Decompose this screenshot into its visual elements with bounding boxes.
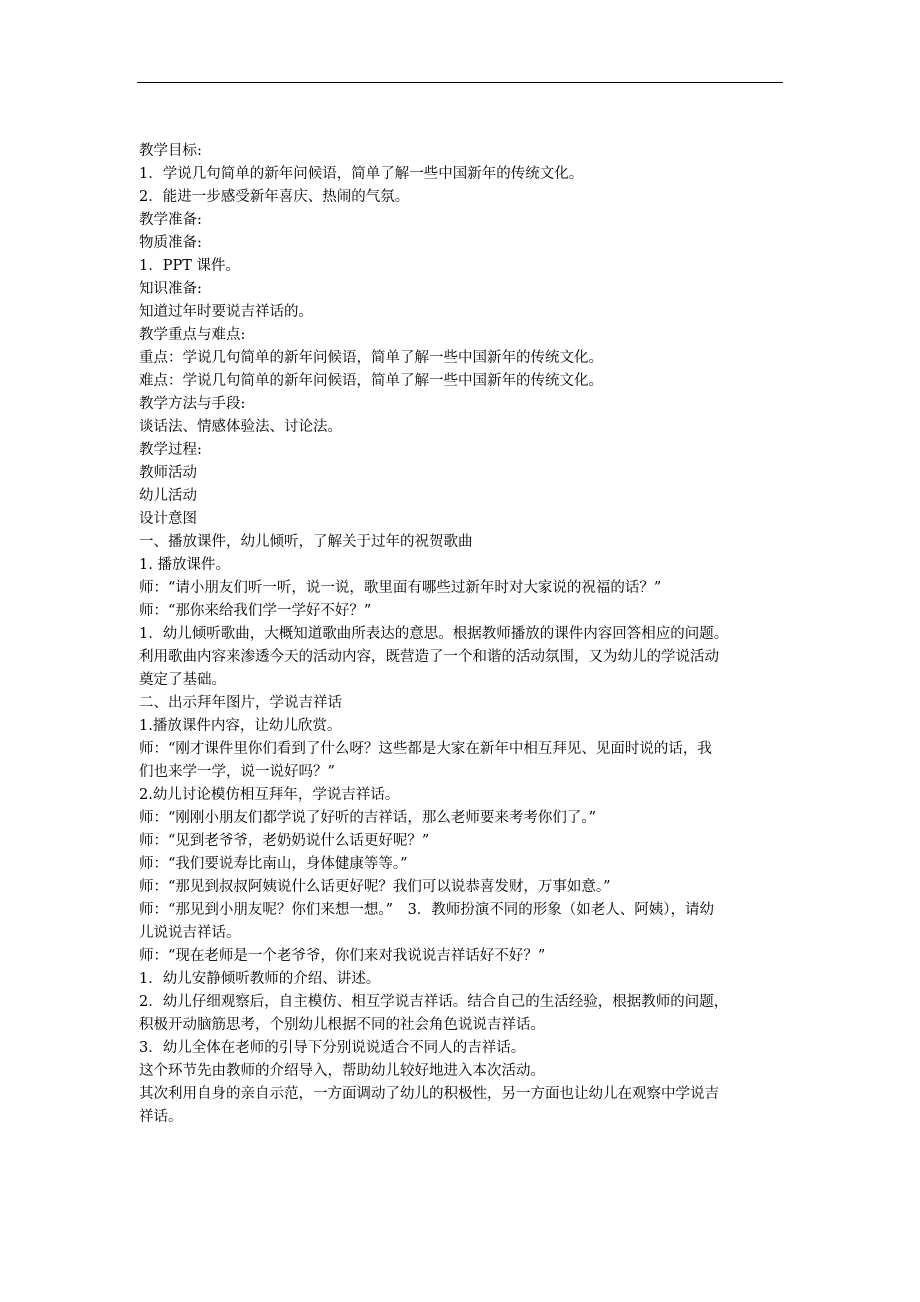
text-line: 1．幼儿倾听歌曲，大概知道歌曲所表达的意思。根据教师播放的课件内容回答相应的问题。 bbox=[139, 626, 729, 642]
text-line: 2.幼儿讨论模仿相互拜年，学说吉祥话。 bbox=[139, 787, 400, 803]
text-line: 师：“那见到叔叔阿姨说什么话更好呢？我们可以说恭喜发财，万事如意。” bbox=[139, 879, 611, 895]
header-rule bbox=[137, 82, 783, 83]
text-line: 师：“见到老爷爷，老奶奶说什么话更好呢？” bbox=[139, 833, 430, 849]
text-line: 谈话法、情感体验法、讨论法。 bbox=[139, 419, 342, 435]
text-line: 师：“那见到小朋友呢？你们来想一想。” 3．教师扮演不同的形象（如老人、阿姨），请幼 bbox=[139, 902, 715, 918]
text-line: 2．幼儿仔细观察后，自主模仿、相互学说吉祥话。结合自己的生活经验，根据教师的问题， bbox=[139, 994, 729, 1010]
text-line: 师：“刚刚小朋友们都学说了好听的吉祥话，那么老师要来考考你们了。” bbox=[139, 810, 597, 826]
text-line: 教学方法与手段: bbox=[139, 396, 246, 412]
text-line: 物质准备: bbox=[139, 235, 202, 251]
text-line: 教师活动 bbox=[139, 465, 197, 481]
text-line: 难点：学说几句简单的新年问候语，简单了解一些中国新年的传统文化。 bbox=[139, 373, 603, 389]
text-line: 教学过程: bbox=[139, 442, 202, 458]
text-line: 其次利用自身的亲自示范，一方面调动了幼儿的积极性，另一方面也让幼儿在观察中学说吉 bbox=[139, 1086, 719, 1102]
text-line: 师：“那你来给我们学一学好不好？” bbox=[139, 603, 372, 619]
text-line: 3．幼儿全体在老师的引导下分别说说适合不同人的吉祥话。 bbox=[139, 1040, 526, 1056]
text-line: 二、出示拜年图片，学说吉祥话 bbox=[139, 695, 342, 711]
text-line: 1．幼儿安静倾听教师的介绍、讲述。 bbox=[139, 971, 381, 987]
text-line: 这个环节先由教师的介绍导入，帮助幼儿较好地进入本次活动。 bbox=[139, 1063, 545, 1079]
text-line: 1．学说几句简单的新年问候语，简单了解一些中国新年的传统文化。 bbox=[139, 166, 584, 182]
text-line: 一、播放课件，幼儿倾听，了解关于过年的祝贺歌曲 bbox=[139, 534, 473, 550]
text-line: 奠定了基础。 bbox=[139, 672, 226, 688]
text-line: 积极开动脑筋思考，个别幼儿根据不同的社会角色说说吉祥话。 bbox=[139, 1017, 545, 1033]
text-line: 1．PPT 课件。 bbox=[139, 258, 241, 274]
text-line: 幼儿活动 bbox=[139, 488, 197, 504]
text-line: 儿说说吉祥话。 bbox=[139, 925, 241, 941]
text-line: 设计意图 bbox=[139, 511, 197, 527]
text-line: 1.播放课件内容，让幼儿欣赏。 bbox=[139, 718, 342, 734]
text-line: 教学准备: bbox=[139, 212, 202, 228]
text-line: 教学目标: bbox=[139, 143, 202, 159]
text-line: 们也来学一学，说一说好吗？” bbox=[139, 764, 335, 780]
text-line: 1. 播放课件。 bbox=[139, 557, 230, 573]
document-body bbox=[139, 140, 789, 1129]
text-line: 师：“现在老师是一个老爷爷，你们来对我说说吉祥话好不好？” bbox=[139, 948, 546, 964]
text-line: 2．能进一步感受新年喜庆、热闹的气氛。 bbox=[139, 189, 410, 205]
text-line: 师：“刚才课件里你们看到了什么呀？这些都是大家在新年中相互拜见、见面时说的话，我 bbox=[139, 741, 712, 757]
text-line: 师：“请小朋友们听一听，说一说，歌里面有哪些过新年时对大家说的祝福的话？” bbox=[139, 580, 662, 596]
text-line: 重点：学说几句简单的新年问候语，简单了解一些中国新年的传统文化。 bbox=[139, 350, 603, 366]
text-line: 利用歌曲内容来渗透今天的活动内容，既营造了一个和谐的活动氛围，又为幼儿的学说活动 bbox=[139, 649, 719, 665]
text-line: 知道过年时要说吉祥话的。 bbox=[139, 304, 313, 320]
text-line: 祥话。 bbox=[139, 1109, 183, 1125]
text-line: 师：“我们要说寿比南山，身体健康等等。” bbox=[139, 856, 408, 872]
text-line: 教学重点与难点: bbox=[139, 327, 246, 343]
text-line: 知识准备: bbox=[139, 281, 202, 297]
